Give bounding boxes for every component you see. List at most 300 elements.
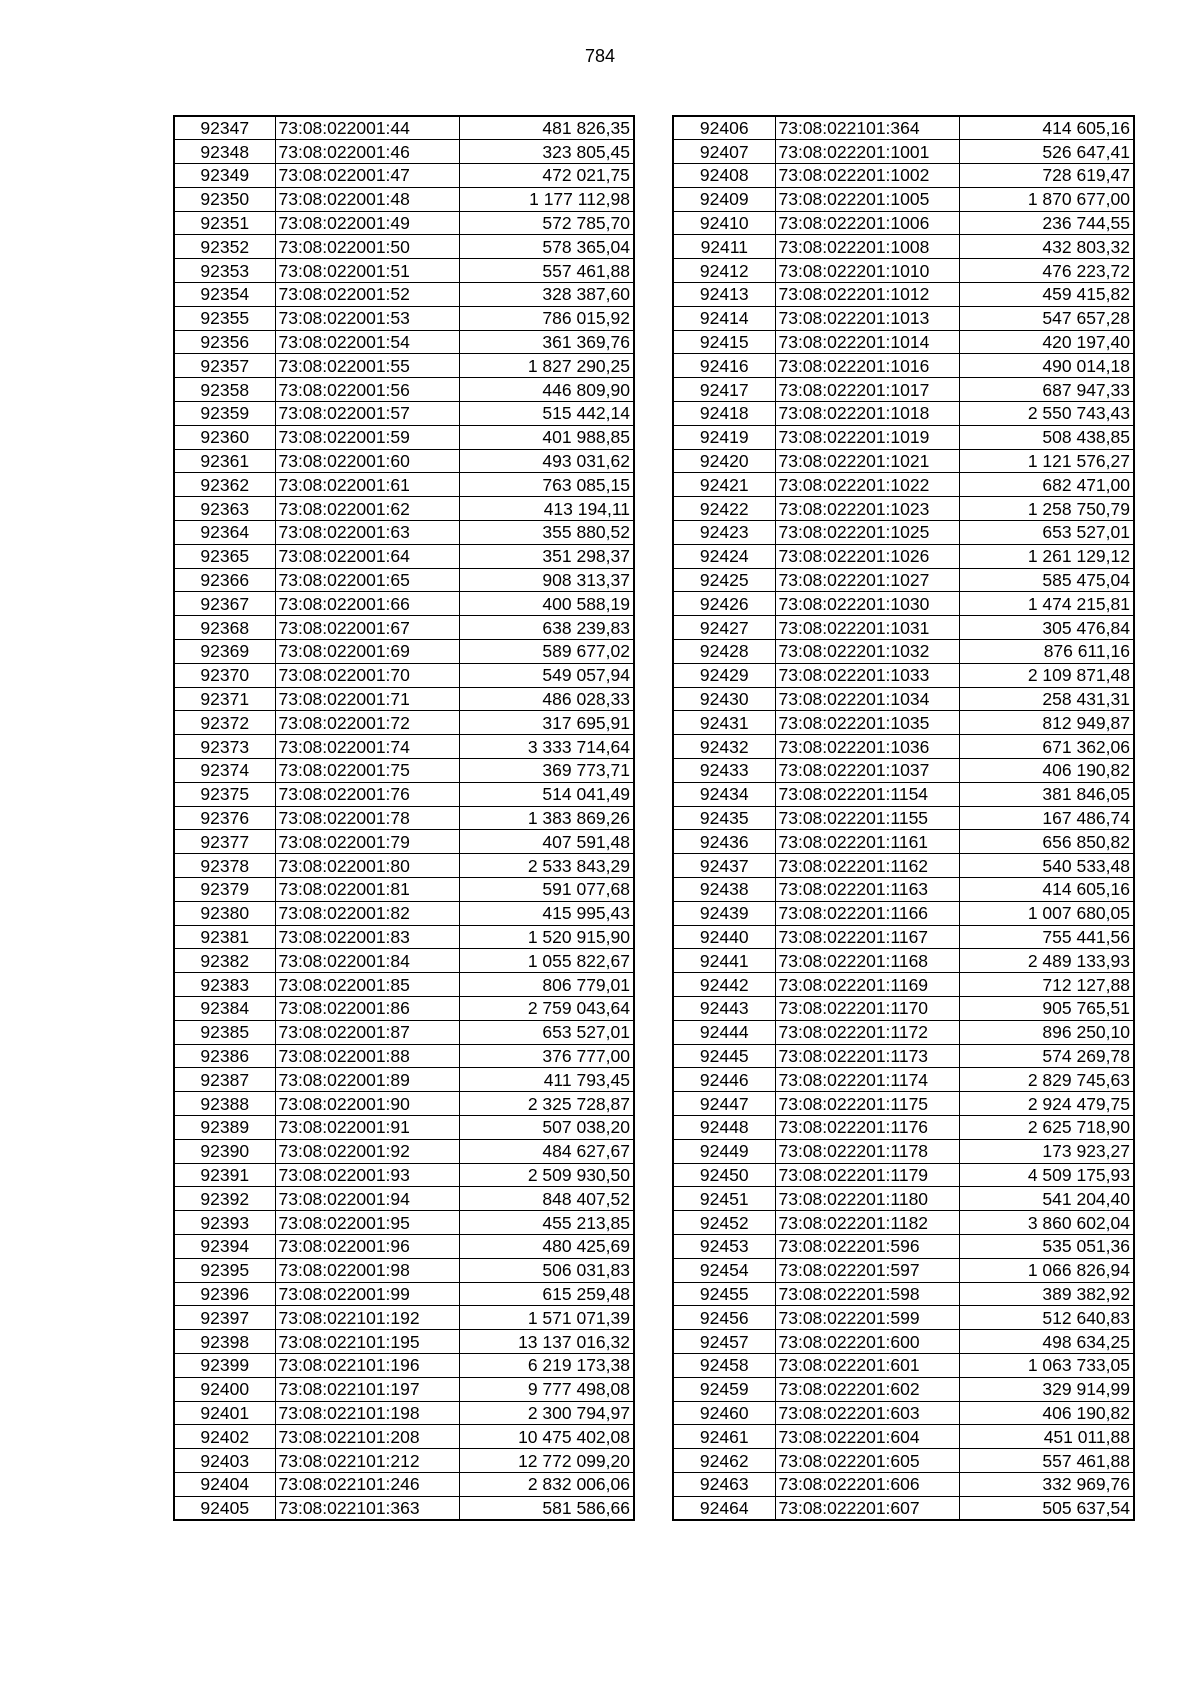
row-number: 92422 (673, 497, 775, 521)
row-number: 92461 (673, 1425, 775, 1449)
cadastral-number: 73:08:022001:48 (275, 187, 459, 211)
table-row (174, 735, 634, 759)
table-row (174, 1401, 634, 1425)
row-number: 92440 (673, 925, 775, 949)
table-row (174, 854, 634, 878)
row-number: 92419 (673, 425, 775, 449)
cadastral-value: 329 914,99 (959, 1377, 1134, 1401)
cadastral-number: 73:08:022201:1001 (775, 140, 959, 164)
row-number: 92456 (673, 1306, 775, 1330)
table-row (673, 973, 1134, 997)
cadastral-value: 4 509 175,93 (959, 1163, 1134, 1187)
cadastral-number: 73:08:022201:1162 (775, 854, 959, 878)
cadastral-number: 73:08:022001:63 (275, 521, 459, 545)
cadastral-value: 1 063 733,05 (959, 1353, 1134, 1377)
cadastral-value: 2 625 718,90 (959, 1115, 1134, 1139)
row-number: 92413 (673, 283, 775, 307)
table-row (673, 1115, 1134, 1139)
table-row (174, 1306, 634, 1330)
table-row (673, 925, 1134, 949)
row-number: 92347 (174, 116, 275, 140)
cadastral-value: 493 031,62 (459, 449, 634, 473)
table-row (673, 1187, 1134, 1211)
cadastral-value: 615 259,48 (459, 1282, 634, 1306)
cadastral-number: 73:08:022001:72 (275, 711, 459, 735)
table-row (673, 235, 1134, 259)
row-number: 92363 (174, 497, 275, 521)
row-number: 92423 (673, 521, 775, 545)
table-row (673, 735, 1134, 759)
table-row (673, 1282, 1134, 1306)
cadastral-number: 73:08:022101:208 (275, 1425, 459, 1449)
row-number: 92406 (673, 116, 775, 140)
cadastral-number: 73:08:022201:1027 (775, 568, 959, 592)
table-row (174, 616, 634, 640)
cadastral-value: 1 827 290,25 (459, 354, 634, 378)
table-row (673, 1472, 1134, 1496)
table-row (673, 425, 1134, 449)
row-number: 92441 (673, 949, 775, 973)
table-row (673, 1401, 1134, 1425)
cadastral-value: 351 298,37 (459, 544, 634, 568)
row-number: 92349 (174, 164, 275, 188)
cadastral-value: 411 793,45 (459, 1068, 634, 1092)
cadastral-value: 526 647,41 (959, 140, 1134, 164)
row-number: 92373 (174, 735, 275, 759)
cadastral-value: 547 657,28 (959, 306, 1134, 330)
row-number: 92387 (174, 1068, 275, 1092)
cadastral-number: 73:08:022001:86 (275, 996, 459, 1020)
cadastral-number: 73:08:022001:88 (275, 1044, 459, 1068)
table-row (673, 187, 1134, 211)
cadastral-number: 73:08:022001:70 (275, 663, 459, 687)
row-number: 92411 (673, 235, 775, 259)
row-number: 92434 (673, 782, 775, 806)
table-row (673, 497, 1134, 521)
cadastral-value: 432 803,32 (959, 235, 1134, 259)
table-row (174, 925, 634, 949)
table-row (174, 544, 634, 568)
cadastral-number: 73:08:022101:192 (275, 1306, 459, 1330)
table-row (174, 330, 634, 354)
table-row (174, 1211, 634, 1235)
row-number: 92438 (673, 878, 775, 902)
cadastral-number: 73:08:022001:94 (275, 1187, 459, 1211)
table-row (174, 663, 634, 687)
cadastral-number: 73:08:022001:82 (275, 901, 459, 925)
row-number: 92388 (174, 1092, 275, 1116)
table-row (174, 1449, 634, 1473)
row-number: 92364 (174, 521, 275, 545)
cadastral-value: 581 586,66 (459, 1496, 634, 1520)
row-number: 92448 (673, 1115, 775, 1139)
cadastral-number: 73:08:022201:1021 (775, 449, 959, 473)
cadastral-value: 589 677,02 (459, 640, 634, 664)
cadastral-value: 361 369,76 (459, 330, 634, 354)
table-row (673, 116, 1134, 140)
cadastral-number: 73:08:022201:1175 (775, 1092, 959, 1116)
row-number: 92418 (673, 402, 775, 426)
row-number: 92460 (673, 1401, 775, 1425)
cadastral-number: 73:08:022001:67 (275, 616, 459, 640)
table-row (673, 901, 1134, 925)
cadastral-number: 73:08:022001:60 (275, 449, 459, 473)
table-row (673, 544, 1134, 568)
cadastral-value: 540 533,48 (959, 854, 1134, 878)
row-number: 92455 (673, 1282, 775, 1306)
cadastral-value: 2 759 043,64 (459, 996, 634, 1020)
row-number: 92361 (174, 449, 275, 473)
cadastral-number: 73:08:022201:601 (775, 1353, 959, 1377)
cadastral-value: 406 190,82 (959, 759, 1134, 783)
cadastral-value: 1 007 680,05 (959, 901, 1134, 925)
row-number: 92389 (174, 1115, 275, 1139)
row-number: 92415 (673, 330, 775, 354)
row-number: 92397 (174, 1306, 275, 1330)
row-number: 92392 (174, 1187, 275, 1211)
cadastral-value: 2 924 479,75 (959, 1092, 1134, 1116)
table-row (174, 711, 634, 735)
table-row (174, 1163, 634, 1187)
cadastral-value: 369 773,71 (459, 759, 634, 783)
table-row (673, 616, 1134, 640)
cadastral-number: 73:08:022001:54 (275, 330, 459, 354)
table-row (174, 283, 634, 307)
row-number: 92357 (174, 354, 275, 378)
cadastral-value: 480 425,69 (459, 1234, 634, 1258)
table-row (174, 473, 634, 497)
cadastral-value: 407 591,48 (459, 830, 634, 854)
table-row (174, 449, 634, 473)
cadastral-number: 73:08:022001:81 (275, 878, 459, 902)
cadastral-value: 2 300 794,97 (459, 1401, 634, 1425)
cadastral-value: 638 239,83 (459, 616, 634, 640)
cadastral-value: 389 382,92 (959, 1282, 1134, 1306)
cadastral-value: 2 533 843,29 (459, 854, 634, 878)
cadastral-number: 73:08:022001:74 (275, 735, 459, 759)
cadastral-value: 332 969,76 (959, 1472, 1134, 1496)
register-table-left (173, 115, 635, 1521)
cadastral-value: 476 223,72 (959, 259, 1134, 283)
row-number: 92453 (673, 1234, 775, 1258)
cadastral-number: 73:08:022201:1025 (775, 521, 959, 545)
cadastral-value: 505 637,54 (959, 1496, 1134, 1520)
table-row (673, 473, 1134, 497)
row-number: 92367 (174, 592, 275, 616)
cadastral-value: 3 333 714,64 (459, 735, 634, 759)
row-number: 92430 (673, 687, 775, 711)
cadastral-number: 73:08:022001:90 (275, 1092, 459, 1116)
cadastral-number: 73:08:022001:95 (275, 1211, 459, 1235)
row-number: 92432 (673, 735, 775, 759)
table-row (174, 996, 634, 1020)
cadastral-number: 73:08:022201:1033 (775, 663, 959, 687)
table-row (673, 592, 1134, 616)
row-number: 92420 (673, 449, 775, 473)
row-number: 92410 (673, 211, 775, 235)
cadastral-number: 73:08:022201:1012 (775, 283, 959, 307)
table-row (673, 640, 1134, 664)
cadastral-value: 585 475,04 (959, 568, 1134, 592)
table-row (673, 830, 1134, 854)
cadastral-value: 653 527,01 (459, 1020, 634, 1044)
cadastral-value: 786 015,92 (459, 306, 634, 330)
cadastral-value: 656 850,82 (959, 830, 1134, 854)
row-number: 92351 (174, 211, 275, 235)
cadastral-value: 2 832 006,06 (459, 1472, 634, 1496)
cadastral-value: 414 605,16 (959, 878, 1134, 902)
cadastral-value: 355 880,52 (459, 521, 634, 545)
cadastral-number: 73:08:022001:91 (275, 1115, 459, 1139)
cadastral-value: 507 038,20 (459, 1115, 634, 1139)
table-row (673, 306, 1134, 330)
cadastral-number: 73:08:022201:1180 (775, 1187, 959, 1211)
cadastral-number: 73:08:022001:83 (275, 925, 459, 949)
table-row (174, 1092, 634, 1116)
table-row (673, 1211, 1134, 1235)
row-number: 92398 (174, 1330, 275, 1354)
row-number: 92417 (673, 378, 775, 402)
cadastral-value: 514 041,49 (459, 782, 634, 806)
row-number: 92362 (174, 473, 275, 497)
cadastral-value: 420 197,40 (959, 330, 1134, 354)
cadastral-number: 73:08:022201:1167 (775, 925, 959, 949)
cadastral-value: 400 588,19 (459, 592, 634, 616)
cadastral-number: 73:08:022201:1022 (775, 473, 959, 497)
cadastral-number: 73:08:022201:1170 (775, 996, 959, 1020)
table-row (673, 806, 1134, 830)
cadastral-number: 73:08:022201:602 (775, 1377, 959, 1401)
cadastral-value: 317 695,91 (459, 711, 634, 735)
cadastral-value: 541 204,40 (959, 1187, 1134, 1211)
table-row (174, 1187, 634, 1211)
table-row (673, 1425, 1134, 1449)
cadastral-value: 1 261 129,12 (959, 544, 1134, 568)
table-row (673, 663, 1134, 687)
cadastral-value: 876 611,16 (959, 640, 1134, 664)
row-number: 92444 (673, 1020, 775, 1044)
cadastral-number: 73:08:022201:1155 (775, 806, 959, 830)
cadastral-value: 9 777 498,08 (459, 1377, 634, 1401)
table-row (174, 759, 634, 783)
cadastral-value: 687 947,33 (959, 378, 1134, 402)
row-number: 92446 (673, 1068, 775, 1092)
cadastral-number: 73:08:022001:56 (275, 378, 459, 402)
row-number: 92384 (174, 996, 275, 1020)
cadastral-number: 73:08:022201:1002 (775, 164, 959, 188)
row-number: 92409 (673, 187, 775, 211)
table-row (673, 259, 1134, 283)
row-number: 92425 (673, 568, 775, 592)
cadastral-number: 73:08:022001:61 (275, 473, 459, 497)
cadastral-value: 712 127,88 (959, 973, 1134, 997)
table-row (174, 1115, 634, 1139)
table-row (174, 235, 634, 259)
cadastral-value: 323 805,45 (459, 140, 634, 164)
row-number: 92443 (673, 996, 775, 1020)
cadastral-value: 812 949,87 (959, 711, 1134, 735)
cadastral-number: 73:08:022201:1036 (775, 735, 959, 759)
cadastral-value: 574 269,78 (959, 1044, 1134, 1068)
cadastral-value: 6 219 173,38 (459, 1353, 634, 1377)
row-number: 92359 (174, 402, 275, 426)
row-number: 92450 (673, 1163, 775, 1187)
row-number: 92424 (673, 544, 775, 568)
table-row (174, 1258, 634, 1282)
table-row (174, 187, 634, 211)
table-row (673, 1258, 1134, 1282)
cadastral-number: 73:08:022201:1174 (775, 1068, 959, 1092)
row-number: 92429 (673, 663, 775, 687)
cadastral-value: 508 438,85 (959, 425, 1134, 449)
cadastral-value: 455 213,85 (459, 1211, 634, 1235)
row-number: 92451 (673, 1187, 775, 1211)
cadastral-value: 506 031,83 (459, 1258, 634, 1282)
cadastral-number: 73:08:022201:1037 (775, 759, 959, 783)
row-number: 92457 (673, 1330, 775, 1354)
cadastral-value: 755 441,56 (959, 925, 1134, 949)
cadastral-number: 73:08:022001:53 (275, 306, 459, 330)
cadastral-value: 12 772 099,20 (459, 1449, 634, 1473)
table-row (673, 996, 1134, 1020)
row-number: 92365 (174, 544, 275, 568)
cadastral-number: 73:08:022001:87 (275, 1020, 459, 1044)
cadastral-value: 305 476,84 (959, 616, 1134, 640)
table-row (673, 1306, 1134, 1330)
table-row (673, 211, 1134, 235)
row-number: 92379 (174, 878, 275, 902)
table-row (673, 711, 1134, 735)
cadastral-number: 73:08:022201:1006 (775, 211, 959, 235)
row-number: 92428 (673, 640, 775, 664)
cadastral-number: 73:08:022201:606 (775, 1472, 959, 1496)
cadastral-number: 73:08:022201:1166 (775, 901, 959, 925)
table-row (174, 521, 634, 545)
cadastral-number: 73:08:022201:1172 (775, 1020, 959, 1044)
row-number: 92403 (174, 1449, 275, 1473)
cadastral-number: 73:08:022001:71 (275, 687, 459, 711)
row-number: 92381 (174, 925, 275, 949)
cadastral-value: 905 765,51 (959, 996, 1134, 1020)
cadastral-number: 73:08:022001:57 (275, 402, 459, 426)
row-number: 92356 (174, 330, 275, 354)
table-row (174, 354, 634, 378)
cadastral-value: 498 634,25 (959, 1330, 1134, 1354)
cadastral-number: 73:08:022201:1154 (775, 782, 959, 806)
cadastral-number: 73:08:022201:1034 (775, 687, 959, 711)
cadastral-value: 1 474 215,81 (959, 592, 1134, 616)
table-row (174, 592, 634, 616)
cadastral-number: 73:08:022201:1182 (775, 1211, 959, 1235)
cadastral-value: 490 014,18 (959, 354, 1134, 378)
cadastral-number: 73:08:022001:89 (275, 1068, 459, 1092)
cadastral-value: 728 619,47 (959, 164, 1134, 188)
table-row (174, 497, 634, 521)
table-row (673, 878, 1134, 902)
cadastral-number: 73:08:022001:78 (275, 806, 459, 830)
row-number: 92383 (174, 973, 275, 997)
table-row (673, 759, 1134, 783)
table-row (174, 1139, 634, 1163)
table-row (174, 1496, 634, 1520)
table-row (673, 854, 1134, 878)
cadastral-number: 73:08:022201:607 (775, 1496, 959, 1520)
row-number: 92445 (673, 1044, 775, 1068)
table-row (673, 1353, 1134, 1377)
cadastral-value: 671 362,06 (959, 735, 1134, 759)
row-number: 92355 (174, 306, 275, 330)
table-row (673, 1449, 1134, 1473)
table-row (174, 640, 634, 664)
table-row (174, 306, 634, 330)
cadastral-number: 73:08:022201:1016 (775, 354, 959, 378)
cadastral-value: 459 415,82 (959, 283, 1134, 307)
row-number: 92462 (673, 1449, 775, 1473)
table-row (673, 1163, 1134, 1187)
row-number: 92358 (174, 378, 275, 402)
table-row (673, 568, 1134, 592)
row-number: 92442 (673, 973, 775, 997)
cadastral-number: 73:08:022001:55 (275, 354, 459, 378)
table-row (673, 1092, 1134, 1116)
cadastral-number: 73:08:022201:1032 (775, 640, 959, 664)
cadastral-value: 515 442,14 (459, 402, 634, 426)
row-number: 92372 (174, 711, 275, 735)
table-row (174, 1330, 634, 1354)
table-row (673, 1330, 1134, 1354)
cadastral-value: 1 177 112,98 (459, 187, 634, 211)
cadastral-number: 73:08:022101:212 (275, 1449, 459, 1473)
cadastral-number: 73:08:022201:1031 (775, 616, 959, 640)
table-row (174, 949, 634, 973)
table-row (174, 1020, 634, 1044)
cadastral-value: 414 605,16 (959, 116, 1134, 140)
table-row (673, 949, 1134, 973)
table-row (673, 782, 1134, 806)
table-row (673, 164, 1134, 188)
cadastral-number: 73:08:022201:1179 (775, 1163, 959, 1187)
cadastral-value: 415 995,43 (459, 901, 634, 925)
cadastral-number: 73:08:022001:93 (275, 1163, 459, 1187)
page-number: 784 (584, 46, 616, 66)
row-number: 92371 (174, 687, 275, 711)
table-row (174, 378, 634, 402)
cadastral-number: 73:08:022001:59 (275, 425, 459, 449)
cadastral-number: 73:08:022001:79 (275, 830, 459, 854)
row-number: 92369 (174, 640, 275, 664)
row-number: 92360 (174, 425, 275, 449)
table-row (673, 402, 1134, 426)
cadastral-number: 73:08:022001:51 (275, 259, 459, 283)
cadastral-number: 73:08:022001:50 (275, 235, 459, 259)
table-row (673, 354, 1134, 378)
table-row (174, 568, 634, 592)
cadastral-number: 73:08:022101:196 (275, 1353, 459, 1377)
row-number: 92421 (673, 473, 775, 497)
row-number: 92435 (673, 806, 775, 830)
cadastral-value: 451 011,88 (959, 1425, 1134, 1449)
row-number: 92366 (174, 568, 275, 592)
cadastral-value: 908 313,37 (459, 568, 634, 592)
cadastral-value: 896 250,10 (959, 1020, 1134, 1044)
cadastral-value: 413 194,11 (459, 497, 634, 521)
cadastral-number: 73:08:022101:363 (275, 1496, 459, 1520)
cadastral-number: 73:08:022201:1014 (775, 330, 959, 354)
row-number: 92393 (174, 1211, 275, 1235)
cadastral-number: 73:08:022201:1010 (775, 259, 959, 283)
cadastral-value: 1 055 822,67 (459, 949, 634, 973)
cadastral-number: 73:08:022201:1168 (775, 949, 959, 973)
